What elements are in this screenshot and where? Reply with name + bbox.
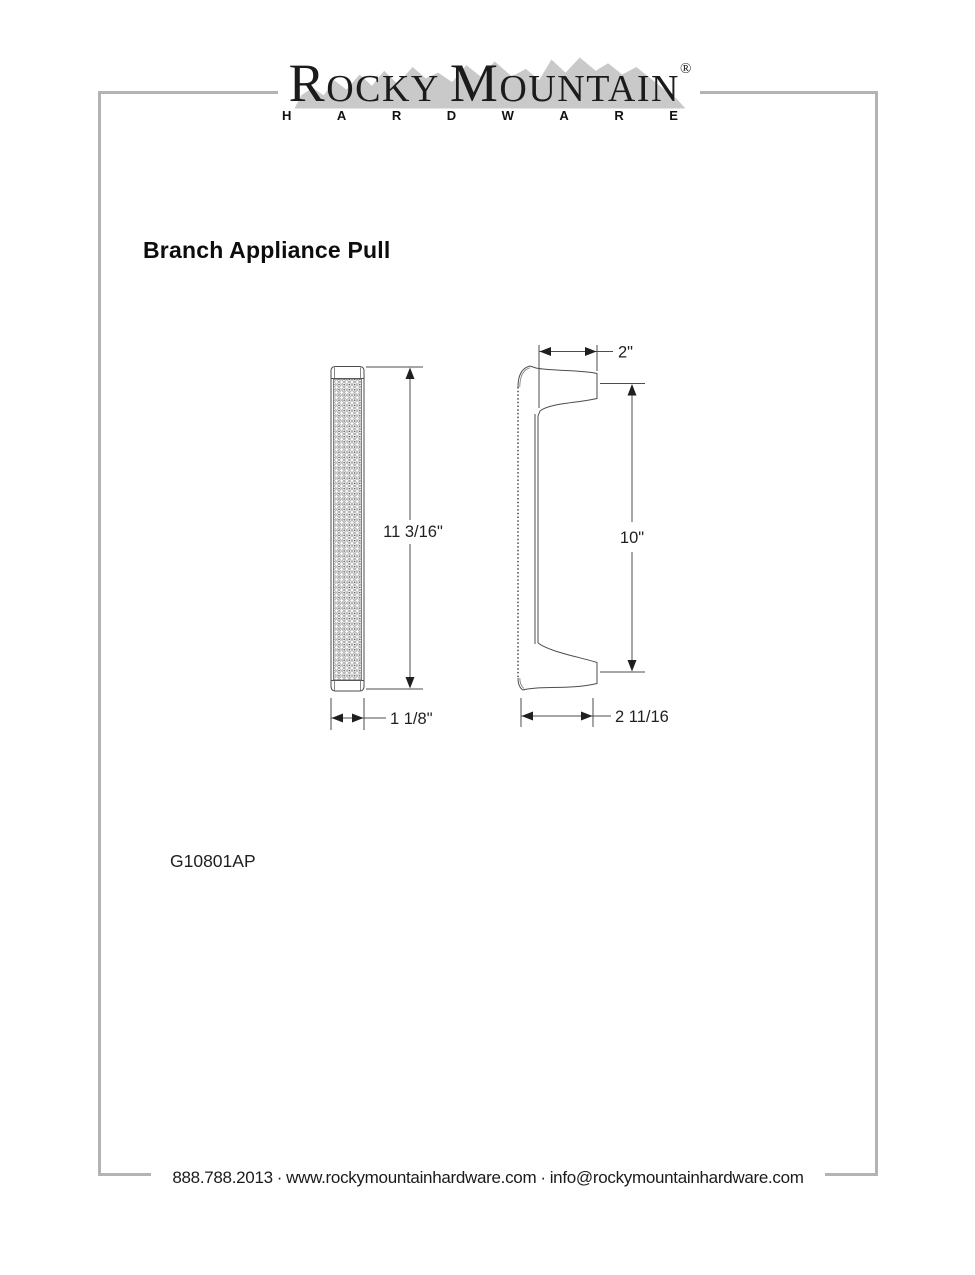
footer-separator: ·	[276, 1168, 283, 1187]
page-title: Branch Appliance Pull	[143, 237, 391, 263]
technical-drawing	[300, 330, 720, 750]
side-cc-dimension	[600, 384, 645, 673]
registered-trademark-symbol: ®	[679, 61, 692, 77]
border-top-left	[98, 91, 278, 94]
knurl-texture	[334, 379, 362, 680]
brand-word2-rest: OUNTAIN	[499, 68, 680, 110]
product-code: G10801AP	[170, 851, 256, 871]
footer-website: www.rockymountainhardware.com	[286, 1168, 537, 1187]
footer-phone: 888.788.2013	[172, 1168, 273, 1187]
footer-email: info@rockymountainhardware.com	[549, 1168, 804, 1187]
brand-wordmark	[270, 53, 710, 113]
front-height-label: 11 3/16"	[383, 523, 443, 541]
side-base-label: 2 11/16	[615, 708, 669, 726]
side-cc-label: 10"	[619, 529, 645, 547]
front-width-label: 1 1/8"	[390, 710, 433, 728]
side-view	[518, 366, 597, 690]
footer-contact-line	[98, 1168, 878, 1188]
side-base-dimension	[521, 698, 611, 727]
border-top-right	[700, 91, 878, 94]
side-projection-label: 2"	[618, 343, 634, 362]
brand-word1-initial: R	[288, 53, 327, 113]
footer-separator: ·	[540, 1168, 546, 1187]
brand-word1-rest: OCKY	[326, 68, 440, 110]
brand-logo	[270, 50, 710, 135]
border-left	[98, 91, 101, 1176]
front-view	[331, 367, 364, 692]
brand-word2-initial: M	[449, 53, 500, 113]
brand-subtitle: H A R D W A R E	[282, 108, 678, 123]
front-width-dimension	[331, 698, 386, 730]
border-right	[875, 91, 878, 1176]
